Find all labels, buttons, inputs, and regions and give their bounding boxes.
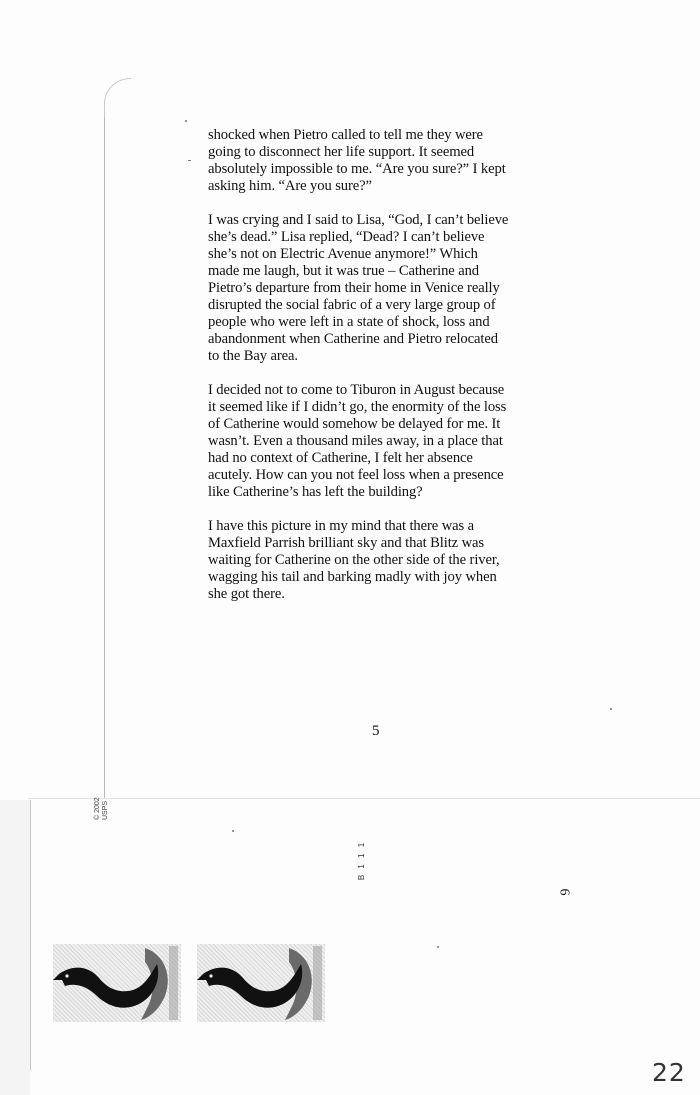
body-line: of Catherine would somehow be delayed for me. It bbox=[208, 416, 501, 432]
usps-copyright-mark bbox=[94, 797, 110, 820]
scan-edge-line bbox=[104, 118, 105, 798]
scan-speck bbox=[185, 120, 187, 122]
bird-stamp-icon bbox=[197, 944, 325, 1022]
body-paragraph bbox=[208, 212, 530, 365]
body-line: to the Bay area. bbox=[208, 348, 298, 364]
body-line: I have this picture in my mind that there was a bbox=[208, 518, 475, 534]
body-line: it seemed like if I didn’t go, the enormity of the loss bbox=[208, 399, 507, 415]
usps-copyright-year: © 2002 bbox=[94, 797, 101, 820]
scan-lower-margin bbox=[0, 800, 30, 1095]
body-line: asking him. “Are you sure?” bbox=[208, 178, 372, 194]
body-line: Pietro’s departure from their home in Venice really bbox=[208, 280, 500, 296]
scan-speck bbox=[610, 708, 612, 710]
scan-fold-line bbox=[28, 798, 700, 799]
scan-lower-edge-line bbox=[30, 800, 31, 1070]
bird-stamp-icon bbox=[53, 944, 181, 1022]
body-line: waiting for Catherine on the other side of the river, bbox=[208, 552, 500, 568]
body-line: shocked when Pietro called to tell me they were bbox=[208, 127, 483, 143]
letter-body bbox=[208, 127, 530, 620]
scan-speck bbox=[188, 160, 191, 161]
rotated-page-number: 6 bbox=[556, 888, 572, 896]
body-line: wagging his tail and barking madly with joy when bbox=[208, 569, 497, 585]
scan-edge-curve bbox=[104, 78, 131, 123]
scan-speck bbox=[437, 946, 439, 948]
body-line: like Catherine’s has left the building? bbox=[208, 484, 423, 500]
body-line: wasn’t. Even a thousand miles away, in a place that bbox=[208, 433, 503, 449]
body-line: I was crying and I said to Lisa, “God, I can’t believe bbox=[208, 212, 509, 228]
body-line: absolutely impossible to me. “Are you sure?” I kept bbox=[208, 161, 506, 177]
body-line: people who were left in a state of shock, loss and bbox=[208, 314, 490, 330]
stamp-code: B 1 1 1 bbox=[357, 840, 367, 881]
body-line: abandonment when Catherine and Pietro relocated bbox=[208, 331, 498, 347]
body-paragraph bbox=[208, 382, 530, 501]
body-line: Maxfield Parrish brilliant sky and that Blitz was bbox=[208, 535, 484, 551]
scan-speck bbox=[232, 830, 234, 832]
body-line: she’s dead.” Lisa replied, “Dead? I can’t believe bbox=[208, 229, 485, 245]
body-line: going to disconnect her life support. It seemed bbox=[208, 144, 475, 160]
body-line: I decided not to come to Tiburon in August because bbox=[208, 382, 505, 398]
page-number: 5 bbox=[372, 723, 380, 739]
body-line: disrupted the social fabric of a very large group of bbox=[208, 297, 496, 313]
body-line: she’s not on Electric Avenue anymore!” Which bbox=[208, 246, 478, 262]
body-line: had no context of Catherine, I felt her absence bbox=[208, 450, 473, 466]
body-line: she got there. bbox=[208, 586, 285, 602]
body-paragraph bbox=[208, 518, 530, 603]
usps-copyright-org: USPS bbox=[102, 800, 109, 820]
body-line: acutely. How can you not feel loss when a presence bbox=[208, 467, 504, 483]
postage-stamp bbox=[53, 944, 181, 1022]
body-line: made me laugh, but it was true – Catherine and bbox=[208, 263, 479, 279]
postage-stamp bbox=[197, 944, 325, 1022]
handwritten-mark: 22 bbox=[652, 1058, 686, 1087]
body-paragraph bbox=[208, 127, 530, 195]
